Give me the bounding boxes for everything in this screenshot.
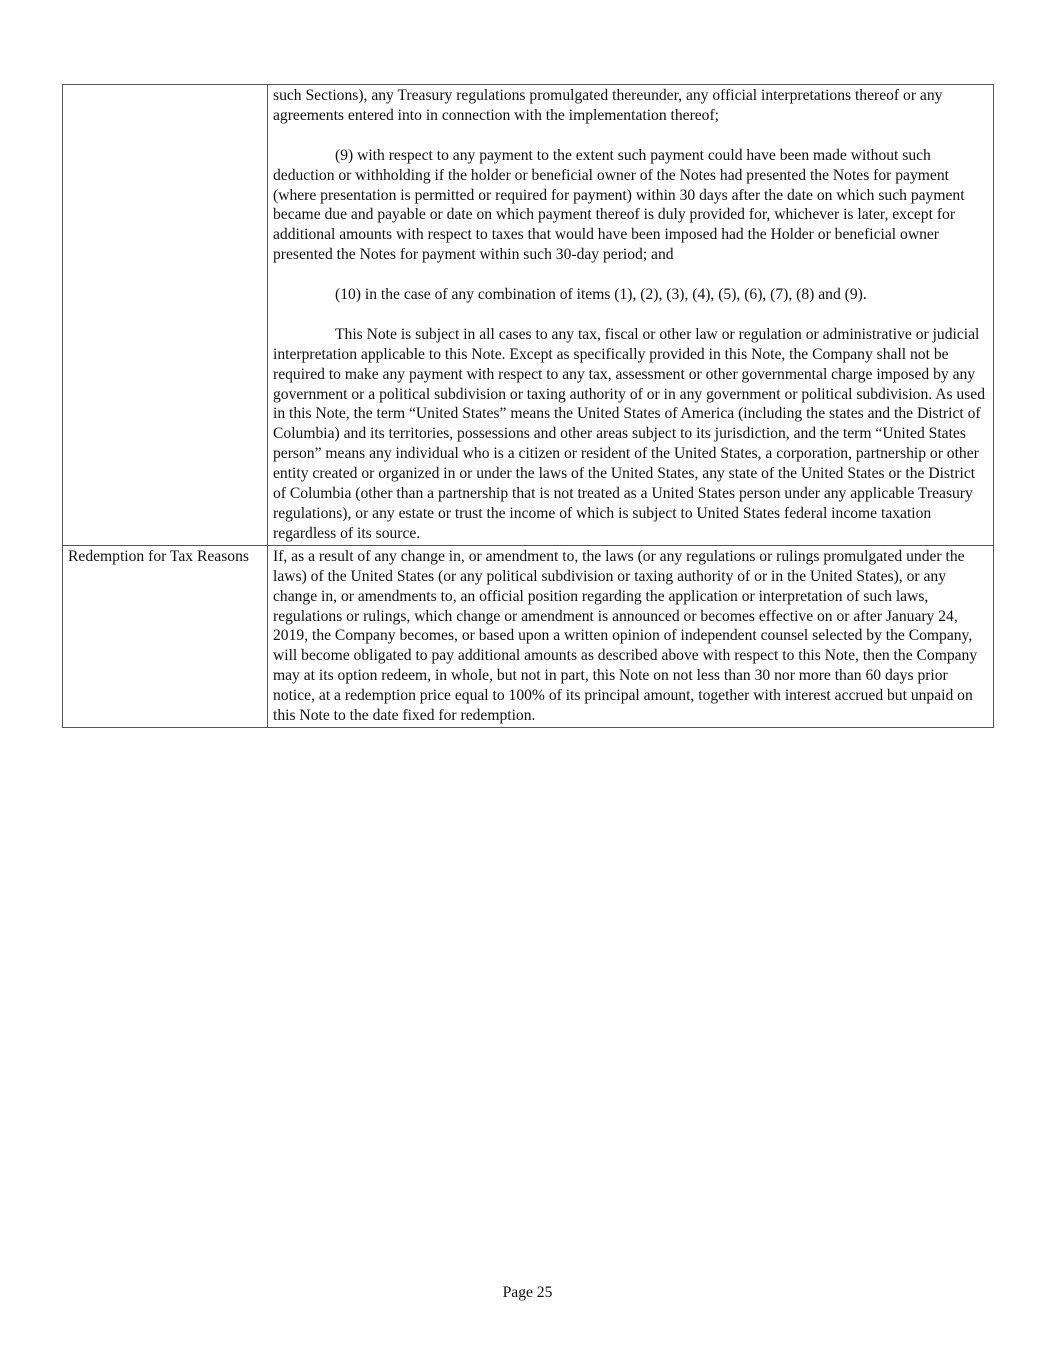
table-row — [63, 545, 994, 727]
paragraph-sections-continuation: such Sections), any Treasury regulations promulgated thereunder, any official interpretations thereof or any agreements entered into in connection with the implementation thereof; — [273, 87, 943, 124]
paragraph-item-9: (9) with respect to any payment to the extent such payment could have been made without such deduction or withholding if the holder or beneficial owner of the Notes had presented the Notes for payment (where presentation is permitted or required for payment) within 30 days after the date on which such payment became due and payable or date on which payment thereof is duly provided for, whichever is later, except for additional amounts with respect to taxes that would have been imposed had the Holder or beneficial owner presented the Notes for payment within such 30-day period; and — [273, 146, 965, 264]
row-content-cell — [268, 545, 994, 727]
table-row — [63, 85, 994, 546]
paragraph-item-10: (10) in the case of any combination of items (1), (2), (3), (4), (5), (6), (7), (8) and (9). — [335, 286, 867, 304]
paragraph-redemption-for-tax-reasons: If, as a result of any change in, or amendment to, the laws (or any regulations or rulings promulgated under the laws) of the United States (or any political subdivision or taxing authority of or in the United States), or any change in, or amendments to, an official position regarding the application or interpretation of such laws, regulations or rulings, which change or amendment is announced or becomes effective on or after January 24, 2019, the Company becomes, or based upon a written opinion of independent counsel selected by the Company, will become obligated to pay additional amounts as described above with respect to this Note, then the Company may at its option redeem, in whole, but not in part, this Note on not less than 30 nor more than 60 days prior notice, at a redemption price equal to 100% of its principal amount, together with interest accrued but unpaid on this Note to the date fixed for redemption. — [273, 547, 978, 725]
page-number: Page 25 — [502, 1284, 553, 1301]
terms-table — [62, 84, 994, 728]
row-label-cell — [63, 85, 268, 546]
row-label-cell: Redemption for Tax Reasons — [63, 545, 268, 727]
paragraph-tax-law-subject: This Note is subject in all cases to any tax, fiscal or other law or regulation or administrative or judicial interpretation applicable to this Note. Except as specifically provided in this Note, the Company shall not be required to make any payment with respect to any tax, assessment or other governmental charge imposed by any government or a political subdivision or taxing authority of or in any government or political subdivision. As used in this Note, the term “United States” means the United States of America (including the states and the District of Columbia) and its territories, possessions and other areas subject to its jurisdiction, and the term “United States person” means any individual who is a citizen or resident of the United States, a corporation, partnership or other entity created or organized in or under the laws of the United States, any state of the United States or the District of Columbia (other than a partnership that is not treated as a United States person under any applicable Treasury regulations), or any estate or trust the income of which is subject to United States federal income taxation regardless of its source. — [273, 325, 986, 542]
row-content-cell — [268, 85, 994, 546]
